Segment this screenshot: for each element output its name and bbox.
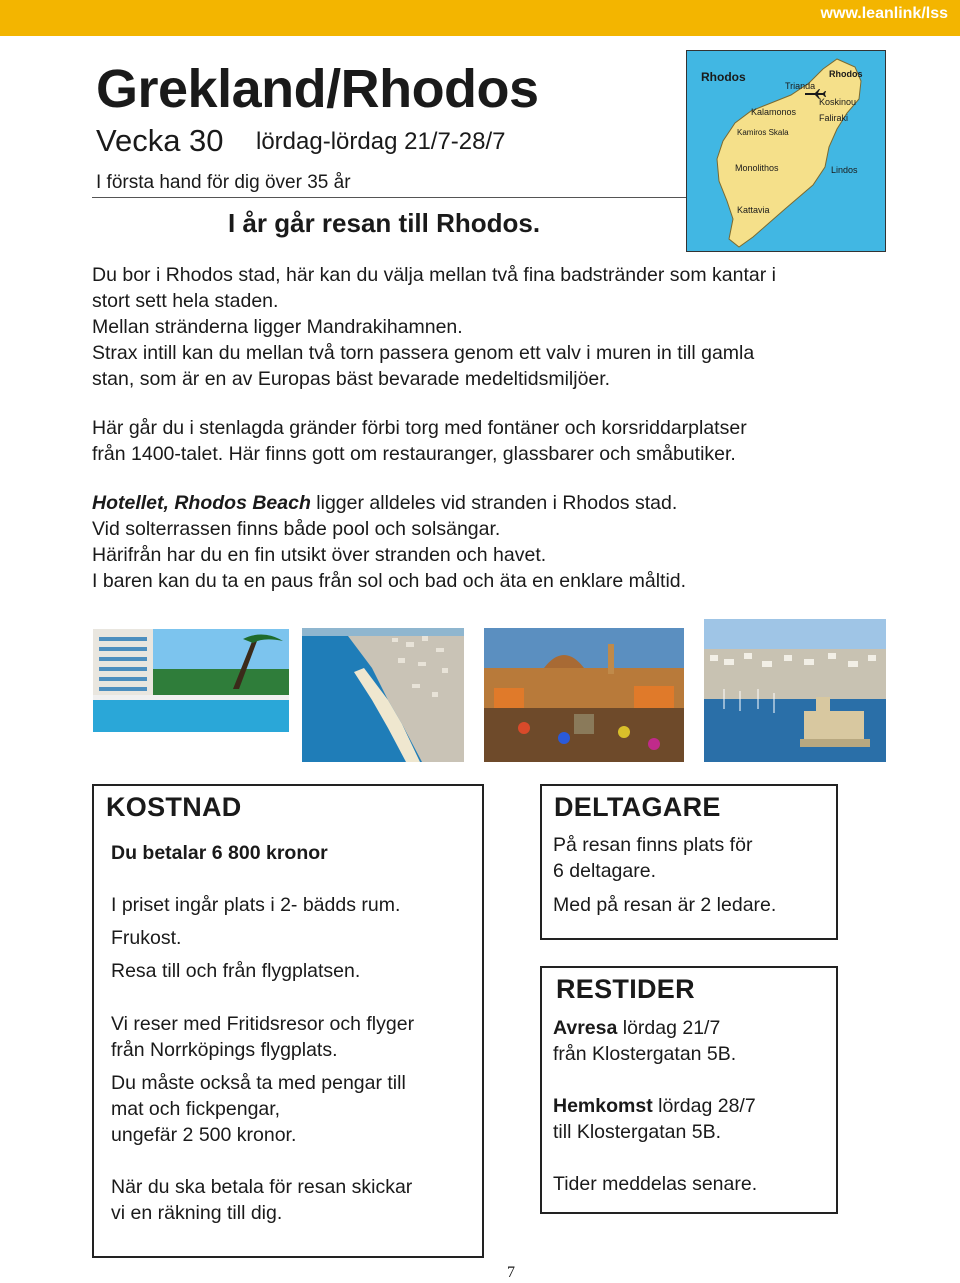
map-place: Faliraki (819, 113, 849, 123)
text-line: från Klostergatan 5B. (553, 1043, 737, 1065)
intro-paragraph (92, 262, 902, 392)
text-line: 6 deltagare. (553, 860, 656, 882)
leaders-info: Med på resan är 2 ledare. (553, 894, 777, 916)
return-label: Hemkomst (553, 1095, 653, 1117)
text-line (553, 1093, 756, 1119)
map-place: Koskinou (819, 97, 857, 107)
map-place: Trianda (785, 81, 816, 91)
text-fragment: lördag 28/7 (652, 1095, 756, 1117)
text-line: Vid solterrassen finns både pool och solsängar. (92, 518, 501, 540)
map-place: Monolithos (735, 163, 779, 173)
hotel-name: Hotellet, Rhodos Beach (92, 492, 311, 514)
site-url: www.leanlink/lss (820, 5, 948, 22)
departure-info (553, 1015, 736, 1067)
text-line: I baren kan du ta en paus från sol och bad och äta en enklare måltid. (92, 570, 687, 592)
participants-heading: DELTAGARE (554, 792, 721, 822)
text-line: till Klostergatan 5B. (553, 1121, 722, 1143)
rhodes-aerial-photo (302, 628, 464, 762)
map-title: Rhodos (701, 70, 746, 84)
text-line: Härifrån har du en fin utsikt över stranden och havet. (92, 544, 547, 566)
text-fragment: lördag 21/7 (617, 1017, 721, 1039)
text-line: Frukost. (111, 927, 182, 949)
included-list (111, 892, 400, 984)
hotel-paragraph (92, 490, 902, 594)
map-place: Lindos (831, 165, 858, 175)
text-line: På resan finns plats för (553, 834, 753, 856)
flight-info (111, 1011, 414, 1063)
text-line: När du ska betala för resan skickar (111, 1176, 413, 1198)
week-label: Vecka 30 (96, 123, 224, 158)
page-number: 7 (507, 1264, 515, 1281)
page-title: Grekland/Rhodos (96, 59, 539, 119)
text-line: Du bor i Rhodos stad, här kan du välja mellan två fina badstränder som kantar i (92, 264, 776, 286)
top-bar (0, 0, 960, 36)
times-note: Tider meddelas senare. (553, 1173, 758, 1195)
text-line: stan, som är en av Europas bäst bevarade medeltidsmiljöer. (92, 368, 611, 390)
seats-info (553, 832, 752, 884)
text-line: vi en räkning till dig. (111, 1202, 283, 1224)
old-town-paragraph (92, 415, 902, 467)
text-line (92, 490, 902, 516)
harbour-photo (704, 619, 886, 762)
text-line: från 1400-talet. Här finns gott om restauranger, glassbarer och småbutiker. (92, 443, 736, 465)
rhodes-map-graphic (687, 51, 886, 252)
text-line: I priset ingår plats i 2- bädds rum. (111, 894, 401, 916)
text-line: Mellan stränderna ligger Mandrakihamnen. (92, 316, 463, 338)
hotel-pool-photo (93, 629, 289, 732)
text-line (553, 1015, 736, 1041)
map-place: Kalamonos (751, 107, 797, 117)
text-line: Vi reser med Fritidsresor och flyger (111, 1013, 415, 1035)
text-line: Strax intill kan du mellan två torn passera genom ett valv i muren in till gamla (92, 342, 755, 364)
map-place: Kattavia (737, 205, 770, 215)
map-place: Rhodos (829, 69, 863, 79)
pocket-money-info (111, 1070, 406, 1148)
old-town-photo (484, 628, 684, 762)
text-line: Här går du i stenlagda gränder förbi torg med fontäner och korsriddarplatser (92, 417, 747, 439)
map-place: Kamiros Skala (737, 128, 789, 137)
text-line: Resa till och från flygplatsen. (111, 960, 361, 982)
text-line: Du måste också ta med pengar till (111, 1072, 406, 1094)
text-fragment: ligger alldeles vid stranden i Rhodos stad. (310, 492, 678, 514)
cost-box (92, 784, 484, 1258)
text-line: mat och fickpengar, (111, 1098, 281, 1120)
target-audience: I första hand för dig över 35 år (96, 172, 351, 193)
text-line: från Norrköpings flygplats. (111, 1039, 338, 1061)
price-text: Du betalar 6 800 kronor (111, 842, 328, 864)
departure-label: Avresa (553, 1017, 618, 1039)
travel-times-heading: RESTIDER (556, 974, 695, 1004)
travel-dates: lördag-lördag 21/7-28/7 (256, 128, 506, 155)
travel-times-box (540, 966, 838, 1214)
headline: I år går resan till Rhodos. (228, 208, 541, 238)
cost-heading: KOSTNAD (106, 792, 242, 822)
participants-box (540, 784, 838, 940)
rhodes-map (686, 50, 886, 252)
divider (92, 197, 688, 198)
return-info (553, 1093, 756, 1145)
text-line: stort sett hela staden. (92, 290, 279, 312)
text-line: ungefär 2 500 kronor. (111, 1124, 297, 1146)
invoice-info (111, 1174, 412, 1226)
